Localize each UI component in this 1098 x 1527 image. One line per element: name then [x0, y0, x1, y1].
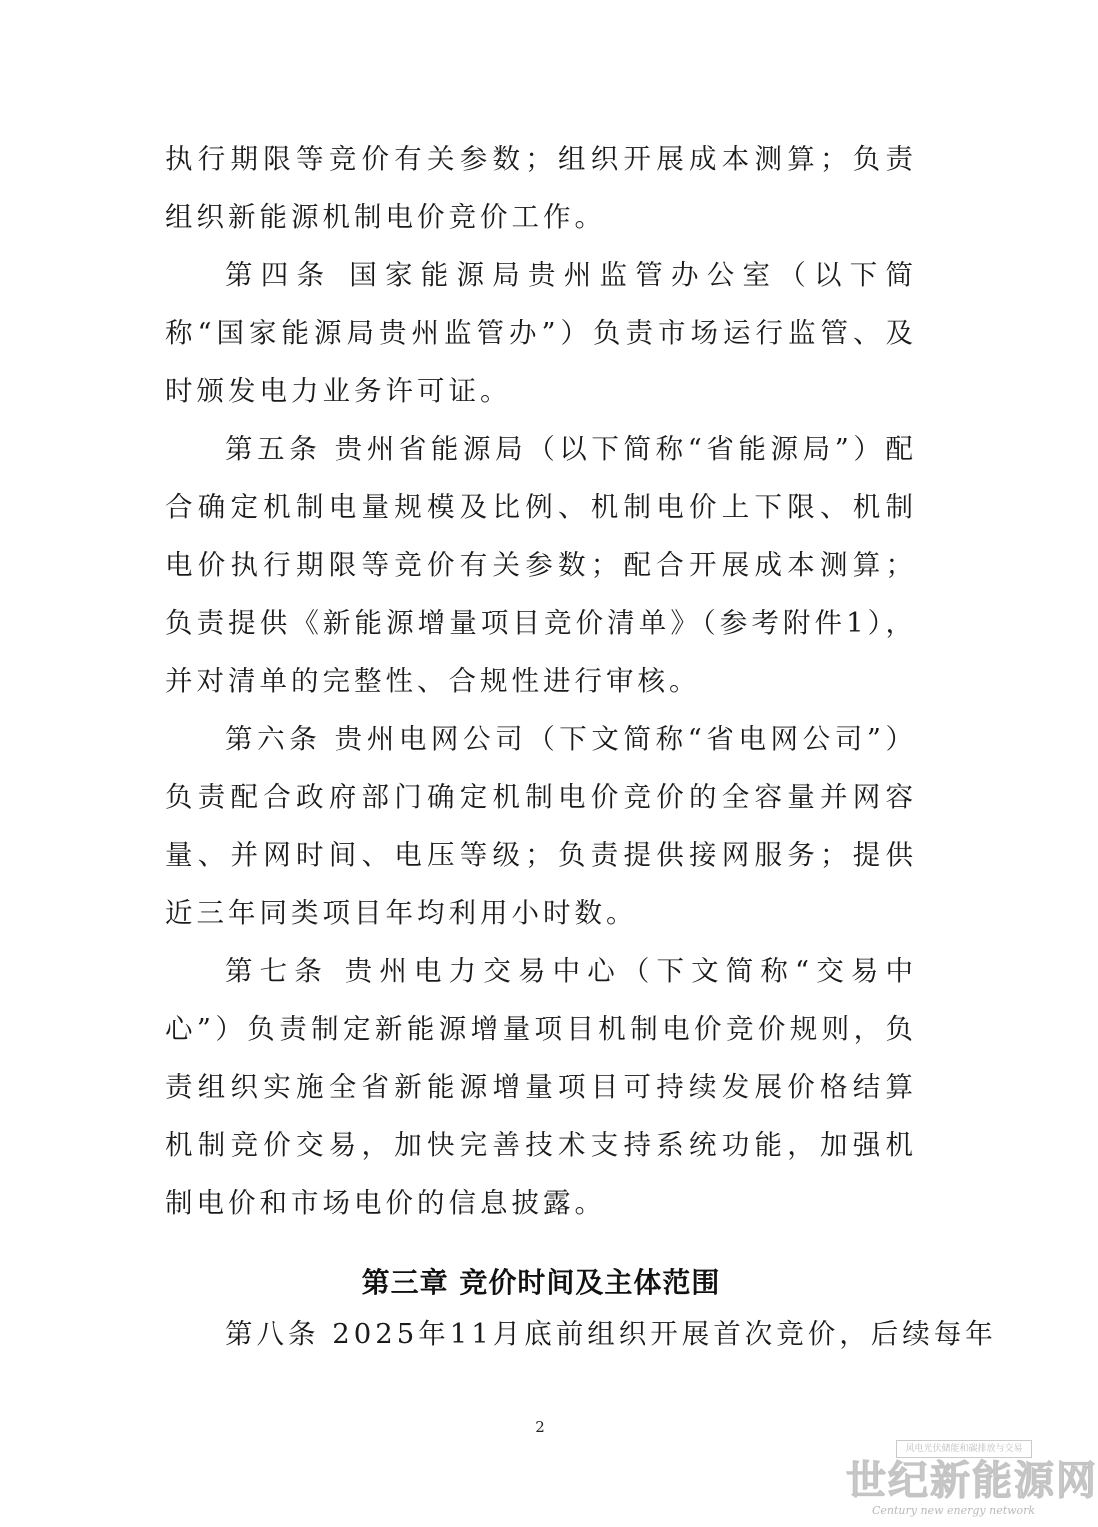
article-4-paragraph: 第四条 国家能源局贵州监管办公室（以下简称“国家能源局贵州监管办”）负责市场运行监管、及时颁发电力业务许可证。	[165, 259, 917, 407]
article-5-paragraph: 第五条 贵州省能源局（以下简称“省能源局”）配合确定机制电量规模及比例、机制电价上下限、机制电价执行期限等竞价有关参数；配合开展成本测算；负责提供《新能源增量项目竞价清单》（参考附件1），并对清单的完整性、合规性进行审核。	[165, 433, 917, 697]
article-7-paragraph: 第七条 贵州电力交易中心（下文简称“交易中心”）负责制定新能源增量项目机制电价竞价规则，负责组织实施全省新能源增量项目可持续发展价格结算机制竞价交易，加快完善技术支持系统功能，加强机制电价和市场电价的信息披露。	[165, 955, 917, 1219]
watermark-english-text: Century new energy network	[872, 1504, 1036, 1517]
document-body	[165, 130, 917, 1232]
site-watermark	[846, 1440, 1098, 1520]
watermark-logo-text: 世纪新能源网	[846, 1458, 1098, 1504]
page-number: 2	[535, 1418, 545, 1436]
paragraph-continued: 执行期限等竞价有关参数；组织开展成本测算；负责组织新能源机制电价竞价工作。	[165, 143, 917, 233]
watermark-subtitle: 风电光伏储能和碳排放与交易	[896, 1440, 1032, 1458]
article-6-paragraph: 第六条 贵州电网公司（下文简称“省电网公司”）负责配合政府部门确定机制电价竞价的全容量并网容量、并网时间、电压等级；负责提供接网服务；提供近三年同类项目年均利用小时数。	[165, 723, 917, 929]
article-8-paragraph: 第八条 2025年11月底前组织开展首次竞价，后续每年	[225, 1318, 997, 1350]
chapter-heading: 第三章 竞价时间及主体范围	[361, 1266, 721, 1299]
